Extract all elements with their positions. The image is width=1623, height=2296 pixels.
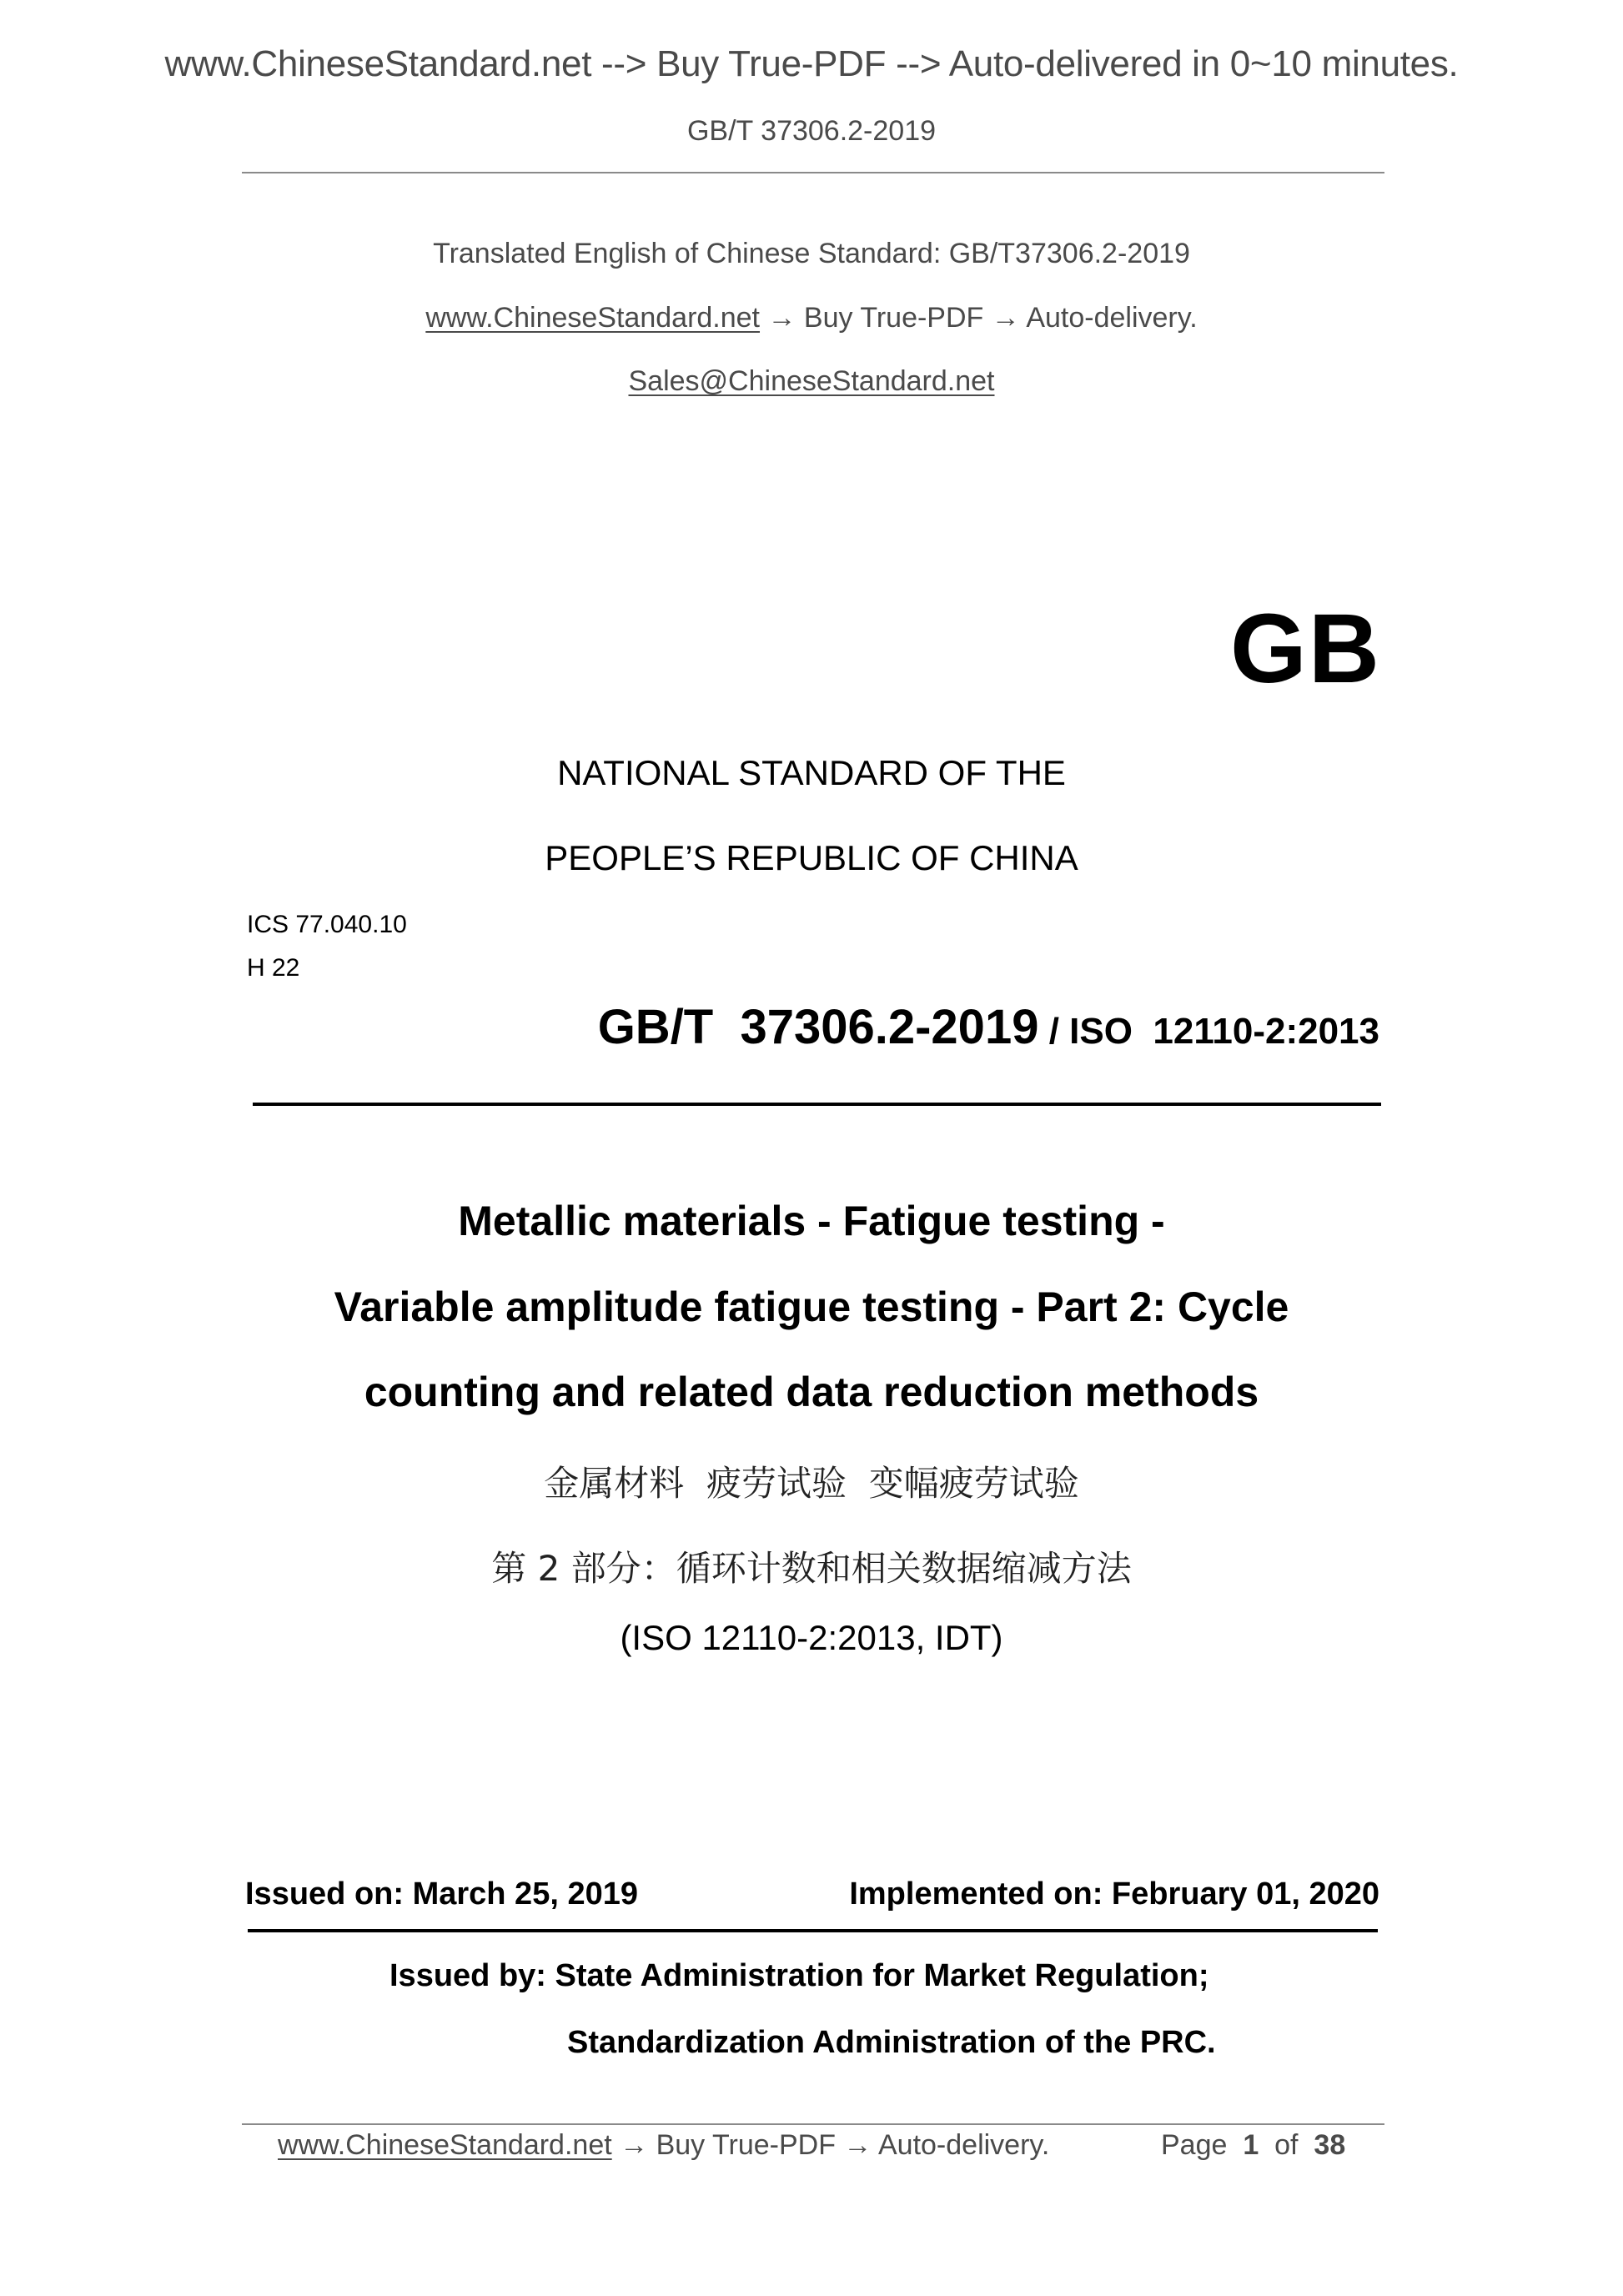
national-standard-line-1: NATIONAL STANDARD OF THE — [557, 753, 1066, 792]
page-indicator — [1161, 2129, 1345, 2162]
email-line — [0, 365, 1623, 398]
footer-promo — [278, 2129, 1049, 2162]
sales-email-link[interactable]: Sales@ChineseStandard.net — [628, 365, 995, 397]
translated-line: Translated English of Chinese Standard: GB/T37306.2-2019 — [433, 238, 1190, 269]
gbt-number: GB/T 37306.2-2019 — [597, 1000, 1039, 1054]
arrow-right-icon: → — [620, 2129, 649, 2161]
iso-reference: (ISO 12110-2:2013, IDT) — [620, 1618, 1003, 1657]
title-cn-line-1: 金属材料 疲劳试验 变幅疲劳试验 — [544, 1463, 1079, 1504]
page-number: 1 — [1243, 2129, 1259, 2161]
issued-on-date: Issued on: March 25, 2019 — [245, 1876, 638, 1912]
ccs-code: H 22 — [247, 954, 300, 982]
running-header-code: GB/T 37306.2-2019 — [686, 115, 937, 147]
footer-buy-label: Buy True-PDF — [648, 2129, 844, 2161]
buy-true-pdf-label: Buy True-PDF — [796, 302, 992, 334]
ics-code: ICS 77.040.10 — [247, 911, 407, 938]
arrow-right-icon: → — [991, 302, 1020, 334]
promo-line — [0, 302, 1623, 334]
dates-divider — [248, 1929, 1378, 1932]
title-en-line-2: Variable amplitude fatigue testing - Part 2: Cycle — [334, 1284, 1289, 1330]
title-cn-line-2: 第 2 部分：循环计数和相关数据缩减方法 — [491, 1548, 1132, 1589]
gb-mark: GB — [1230, 594, 1381, 704]
of-label: of — [1274, 2129, 1299, 2161]
title-en-line-3: counting and related data reduction methods — [364, 1369, 1259, 1415]
iso-number: ISO 12110-2:2013 — [1069, 1011, 1379, 1052]
arrow-right-icon: → — [767, 302, 796, 334]
page-total: 38 — [1314, 2129, 1346, 2161]
header-divider — [242, 172, 1384, 173]
national-standard-line-2: PEOPLE’S REPUBLIC OF CHINA — [545, 838, 1078, 877]
issued-by-line-1: Issued by: State Administration for Market Regulation; — [389, 1958, 1209, 1993]
arrow-right-icon: → — [843, 2129, 872, 2161]
title-en-line-1: Metallic materials - Fatigue testing - — [458, 1198, 1165, 1244]
footer-delivery-label: Auto-delivery. — [872, 2129, 1050, 2161]
issued-by-line-2: Standardization Administration of the PRC. — [567, 2025, 1216, 2060]
implemented-on-date: Implemented on: February 01, 2020 — [849, 1876, 1379, 1912]
standard-code — [598, 999, 1379, 1055]
auto-delivery-label: Auto-delivery. — [1019, 302, 1198, 334]
footer-site-link[interactable]: www.ChineseStandard.net — [278, 2129, 612, 2161]
footer-divider — [242, 2123, 1384, 2125]
code-divider — [253, 1103, 1381, 1106]
site-link[interactable]: www.ChineseStandard.net — [425, 302, 761, 334]
top-banner: www.ChineseStandard.net --> Buy True-PDF --> Auto-delivered in 0~10 minutes. — [164, 43, 1459, 84]
page-label: Page — [1161, 2129, 1228, 2161]
code-separator: / — [1038, 1011, 1070, 1052]
